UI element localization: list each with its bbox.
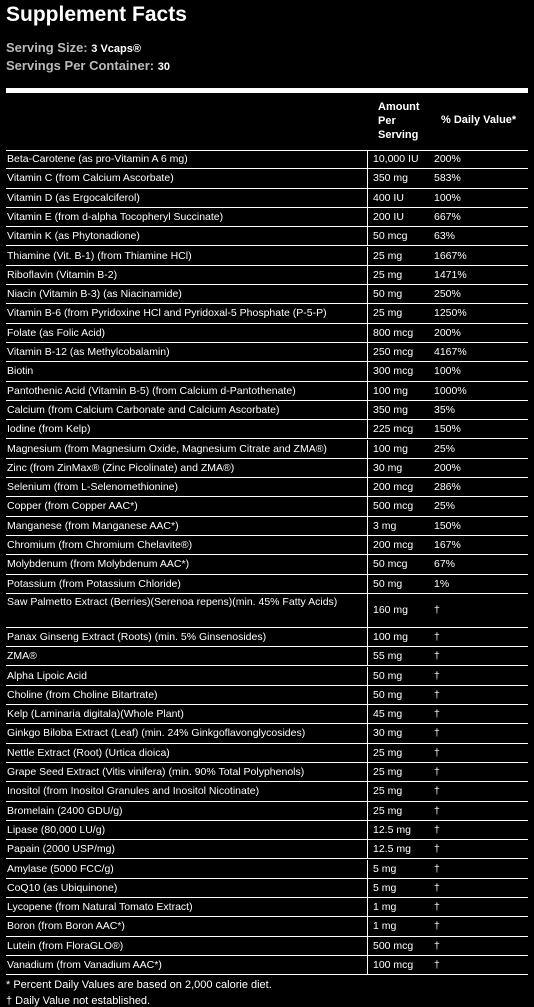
nutrient-daily-value: 1%: [434, 577, 450, 590]
table-row: [6, 555, 528, 574]
nutrient-name: CoQ10 (as Ubiquinone): [7, 881, 118, 894]
column-divider: [367, 956, 368, 974]
nutrient-name: Riboflavin (Vitamin B-2): [7, 268, 118, 281]
table-row: [6, 478, 528, 497]
nutrient-daily-value: 67%: [434, 558, 456, 571]
nutrient-amount: 225 mcg: [373, 423, 414, 436]
table-row: [6, 497, 528, 516]
footnote-daily-values: * Percent Daily Values are based on 2,000 calorie diet.: [6, 979, 272, 992]
nutrient-amount: 100 mg: [373, 442, 409, 455]
serving-size-label: Serving Size:: [6, 40, 88, 55]
nutrient-amount: 1 mg: [373, 920, 397, 933]
nutrient-daily-value: †: [434, 708, 440, 721]
nutrient-amount: 400 IU: [373, 191, 404, 204]
table-row: [6, 956, 528, 975]
column-divider: [367, 382, 368, 400]
nutrient-daily-value: 667%: [434, 210, 461, 223]
column-divider: [367, 536, 368, 554]
nutrient-daily-value: †: [434, 843, 440, 856]
nutrient-amount: 1 mg: [373, 901, 397, 914]
nutrient-daily-value: †: [434, 630, 440, 643]
table-row: [6, 459, 528, 478]
amount-header-line3: Serving: [378, 129, 419, 141]
nutrient-name: Pantothenic Acid (Vitamin B-5) (from Calcium d-Pantothenate): [7, 384, 296, 397]
daily-value-header: % Daily Value*: [441, 114, 517, 126]
nutrient-daily-value: †: [434, 823, 440, 836]
nutrient-daily-value: 1000%: [434, 384, 467, 397]
nutrient-name: Papain (2000 USP/mg): [7, 843, 115, 856]
nutrient-amount: 50 mg: [373, 688, 403, 701]
column-divider: [367, 208, 368, 226]
table-row: [6, 343, 528, 362]
table-row: [6, 362, 528, 381]
nutrient-name: Vitamin D (as Ergocalciferol): [7, 191, 140, 204]
nutrient-amount: 300 mcg: [373, 365, 414, 378]
nutrient-amount: 200 mcg: [373, 481, 414, 494]
servings-per-container-label: Servings Per Container:: [6, 58, 155, 73]
nutrient-daily-value: 1667%: [434, 249, 467, 262]
table-row: [6, 821, 528, 840]
nutrient-name: Iodine (from Kelp): [7, 423, 91, 436]
table-row: [6, 647, 528, 666]
column-divider: [367, 763, 368, 781]
table-row: [6, 517, 528, 536]
nutrient-name: Inositol (from Inositol Granules and Inositol Nicotinate): [7, 785, 260, 798]
column-divider: [367, 169, 368, 187]
nutrient-name: Nettle Extract (Root) (Urtica dioica): [7, 746, 170, 759]
nutrient-daily-value: †: [434, 688, 440, 701]
nutrient-daily-value: †: [434, 881, 440, 894]
nutrient-amount: 25 mg: [373, 785, 403, 798]
column-divider: [367, 478, 368, 496]
amount-header-line2: Per: [378, 115, 396, 127]
nutrient-amount: 350 mg: [373, 403, 409, 416]
nutrient-daily-value: 200%: [434, 153, 461, 165]
column-divider: [367, 247, 368, 265]
nutrient-amount: 30 mg: [373, 727, 403, 740]
nutrient-name: Copper (from Copper AAC*): [7, 500, 138, 513]
nutrient-name: Molybdenum (from Molybdenum AAC*): [7, 558, 190, 571]
nutrient-daily-value: †: [434, 785, 440, 798]
table-row: [6, 440, 528, 459]
servings-per-container-value: 30: [157, 61, 170, 73]
column-divider: [367, 821, 368, 839]
table-row: [6, 917, 528, 936]
column-divider: [367, 744, 368, 762]
nutrient-amount: 500 mcg: [373, 939, 414, 952]
column-divider: [367, 459, 368, 477]
column-divider: [367, 879, 368, 897]
nutrient-name: Niacin (Vitamin B-3) (as Niacinamide): [7, 288, 182, 301]
nutrient-name: ZMA®: [7, 650, 37, 663]
nutrient-amount: 50 mcg: [373, 230, 408, 243]
column-divider: [367, 686, 368, 704]
column-divider: [367, 440, 368, 458]
nutrient-daily-value: †: [434, 727, 440, 740]
table-row: [6, 189, 528, 208]
nutrient-daily-value: 63%: [434, 230, 456, 243]
column-divider: [367, 575, 368, 593]
nutrient-daily-value: †: [434, 959, 440, 971]
column-divider: [367, 555, 368, 573]
column-divider: [367, 150, 368, 168]
nutrient-amount: 3 mg: [373, 519, 397, 532]
nutrient-daily-value: †: [434, 862, 440, 875]
nutrient-amount: 500 mcg: [373, 500, 414, 513]
nutrient-amount: 5 mg: [373, 881, 397, 894]
table-row: [6, 208, 528, 227]
column-divider: [367, 401, 368, 419]
nutrient-name: Vitamin E (from d-alpha Tocopheryl Succinate): [7, 210, 224, 223]
column-divider: [367, 362, 368, 380]
nutrient-name: Chromium (from Chromium Chelavite®): [7, 539, 193, 551]
nutrient-daily-value: 200%: [434, 461, 461, 474]
nutrient-amount: 25 mg: [373, 804, 403, 817]
table-row: [6, 575, 528, 594]
nutrient-daily-value: †: [434, 766, 440, 778]
thick-divider: [6, 88, 528, 93]
nutrient-daily-value: 25%: [434, 500, 456, 513]
column-divider: [367, 667, 368, 685]
amount-per-serving-header: [378, 100, 438, 142]
table-row: [6, 879, 528, 898]
nutrient-daily-value: 35%: [434, 403, 456, 416]
nutrient-name: Vitamin K (as Phytonadione): [7, 230, 140, 243]
nutrient-amount: 250 mcg: [373, 346, 414, 358]
column-divider: [367, 802, 368, 820]
nutrient-amount: 45 mg: [373, 708, 403, 721]
nutrient-amount: 350 mg: [373, 172, 409, 185]
nutrient-daily-value: †: [434, 650, 440, 663]
table-row: [6, 266, 528, 285]
column-divider: [367, 840, 368, 858]
nutrient-amount: 100 mg: [373, 630, 409, 643]
column-divider: [367, 324, 368, 342]
nutrient-name: Thiamine (Vit. B-1) (from Thiamine HCl): [7, 249, 192, 262]
nutrient-amount: 800 mcg: [373, 326, 414, 339]
nutrient-amount: 100 mg: [373, 384, 409, 397]
table-row: [6, 324, 528, 343]
nutrient-amount: 10,000 IU: [373, 153, 419, 165]
table-row: [6, 763, 528, 782]
table-row: [6, 150, 528, 169]
table-row: [6, 285, 528, 304]
nutrient-amount: 200 mcg: [373, 539, 414, 551]
nutrient-amount: 12.5 mg: [373, 823, 411, 836]
table-row: [6, 705, 528, 724]
nutrient-daily-value: 250%: [434, 288, 461, 301]
nutrient-name: Panax Ginseng Extract (Roots) (min. 5% Ginsenosides): [7, 630, 267, 643]
nutrient-name: Kelp (Laminaria digitala)(Whole Plant): [7, 708, 184, 721]
nutrient-amount: 25 mg: [373, 766, 403, 778]
nutrient-name: Vitamin B-12 (as Methylcobalamin): [7, 346, 170, 358]
column-divider: [367, 724, 368, 742]
nutrient-daily-value: †: [434, 920, 440, 933]
column-divider: [367, 266, 368, 284]
table-row: [6, 782, 528, 801]
column-divider: [367, 227, 368, 245]
nutrient-name: Grape Seed Extract (Vitis vinifera) (min. 90% Total Polyphenols): [7, 766, 305, 778]
nutrient-name: Biotin: [7, 365, 34, 378]
nutrient-amount: 25 mg: [373, 268, 403, 281]
table-row: [6, 860, 528, 879]
amount-header-line1: Amount: [378, 101, 420, 113]
table-row: [6, 247, 528, 266]
nutrient-name: Ginkgo Biloba Extract (Leaf) (min. 24% Ginkgoflavonglycosides): [7, 727, 306, 740]
nutrient-daily-value: 25%: [434, 442, 456, 455]
nutrient-amount: 200 IU: [373, 210, 404, 223]
column-divider: [367, 898, 368, 916]
nutrient-amount: 50 mg: [373, 577, 403, 590]
table-row: [6, 744, 528, 763]
nutrient-name: Lutein (from FloraGLO®): [7, 939, 124, 952]
nutrient-name: Vitamin C (from Calcium Ascorbate): [7, 172, 174, 185]
table-row: [6, 724, 528, 743]
table-row: [6, 594, 528, 628]
column-divider: [367, 628, 368, 646]
table-row: [6, 420, 528, 439]
nutrient-name: Choline (from Choline Bitartrate): [7, 688, 158, 701]
nutrient-daily-value: †: [434, 939, 440, 952]
table-row: [6, 304, 528, 323]
serving-size: [6, 40, 141, 55]
nutrient-daily-value: 100%: [434, 191, 461, 204]
nutrient-name: Calcium (from Calcium Carbonate and Calcium Ascorbate): [7, 403, 280, 416]
nutrient-name: Vanadium (from Vanadium AAC*): [7, 959, 162, 971]
table-row: [6, 628, 528, 647]
nutrient-amount: 50 mcg: [373, 558, 408, 571]
nutrient-name: Bromelain (2400 GDU/g): [7, 804, 123, 817]
nutrient-daily-value: †: [434, 669, 440, 682]
nutrient-daily-value: 150%: [434, 519, 461, 532]
nutrient-amount: 12.5 mg: [373, 843, 411, 856]
nutrient-daily-value: 583%: [434, 172, 461, 185]
nutrient-name: Lipase (80,000 LU/g): [7, 823, 106, 836]
column-divider: [367, 705, 368, 723]
column-divider: [367, 304, 368, 322]
column-divider: [367, 860, 368, 878]
nutrient-amount: 160 mg: [373, 603, 409, 616]
column-divider: [367, 594, 368, 627]
table-row: [6, 898, 528, 917]
column-divider: [367, 782, 368, 800]
footnote-not-established: † Daily Value not established.: [6, 995, 151, 1007]
table-row: [6, 536, 528, 555]
nutrient-name: Selenium (from L-Selenomethionine): [7, 481, 178, 494]
nutrient-name: Boron (from Boron AAC*): [7, 920, 125, 933]
nutrient-amount: 50 mg: [373, 288, 403, 301]
column-divider: [367, 189, 368, 207]
nutrient-name: Beta-Carotene (as pro-Vitamin A 6 mg): [7, 153, 188, 165]
column-divider: [367, 917, 368, 935]
nutrient-daily-value: 100%: [434, 365, 461, 378]
table-row: [6, 840, 528, 859]
table-row: [6, 686, 528, 705]
serving-size-value: 3 Vcaps®: [91, 43, 141, 55]
nutrient-name: Potassium (from Potassium Chloride): [7, 577, 181, 590]
nutrient-amount: 55 mg: [373, 650, 403, 663]
nutrient-daily-value: 150%: [434, 423, 461, 436]
nutrient-name: Alpha Lipoic Acid: [7, 669, 87, 682]
servings-per-container: [6, 58, 170, 73]
table-row: [6, 169, 528, 188]
nutrient-amount: 25 mg: [373, 249, 403, 262]
table-row: [6, 667, 528, 686]
column-divider: [367, 517, 368, 535]
nutrient-name: Vitamin B-6 (from Pyridoxine HCl and Pyridoxal-5 Phosphate (P-5-P): [7, 307, 327, 320]
nutrient-daily-value: †: [434, 603, 440, 616]
table-row: [6, 227, 528, 246]
nutrient-daily-value: 286%: [434, 481, 461, 494]
nutrient-name: Folate (as Folic Acid): [7, 326, 106, 339]
column-divider: [367, 647, 368, 665]
nutrient-name: Manganese (from Manganese AAC*): [7, 519, 179, 532]
nutrient-daily-value: 1250%: [434, 307, 467, 320]
nutrient-daily-value: †: [434, 746, 440, 759]
nutrient-amount: 50 mg: [373, 669, 403, 682]
column-divider: [367, 285, 368, 303]
nutrient-daily-value: †: [434, 901, 440, 914]
nutrient-amount: 100 mcg: [373, 959, 414, 971]
nutrient-amount: 5 mg: [373, 862, 397, 875]
nutrient-daily-value: 200%: [434, 326, 461, 339]
table-row: [6, 937, 528, 956]
nutrient-daily-value: †: [434, 804, 440, 817]
nutrient-daily-value: 167%: [434, 539, 461, 551]
column-divider: [367, 420, 368, 438]
table-row: [6, 802, 528, 821]
table-row: [6, 382, 528, 401]
table-row: [6, 401, 528, 420]
column-divider: [367, 497, 368, 515]
nutrient-amount: 25 mg: [373, 746, 403, 759]
column-divider: [367, 343, 368, 361]
column-divider: [367, 937, 368, 955]
nutrient-daily-value: 1471%: [434, 268, 467, 281]
nutrient-amount: 25 mg: [373, 307, 403, 320]
nutrient-name: Amylase (5000 FCC/g): [7, 862, 114, 875]
panel-title: Supplement Facts: [6, 3, 187, 26]
nutrient-name: Magnesium (from Magnesium Oxide, Magnesium Citrate and ZMA®): [7, 442, 327, 455]
nutrient-name: Saw Palmetto Extract (Berries)(Serenoa repens)(min. 45% Fatty Acids): [7, 595, 338, 608]
nutrient-daily-value: 4167%: [434, 346, 467, 358]
nutrient-amount: 30 mg: [373, 461, 403, 474]
nutrient-name: Lycopene (from Natural Tomato Extract): [7, 901, 193, 914]
nutrient-name: Zinc (from ZinMax® (Zinc Picolinate) and ZMA®): [7, 461, 235, 474]
